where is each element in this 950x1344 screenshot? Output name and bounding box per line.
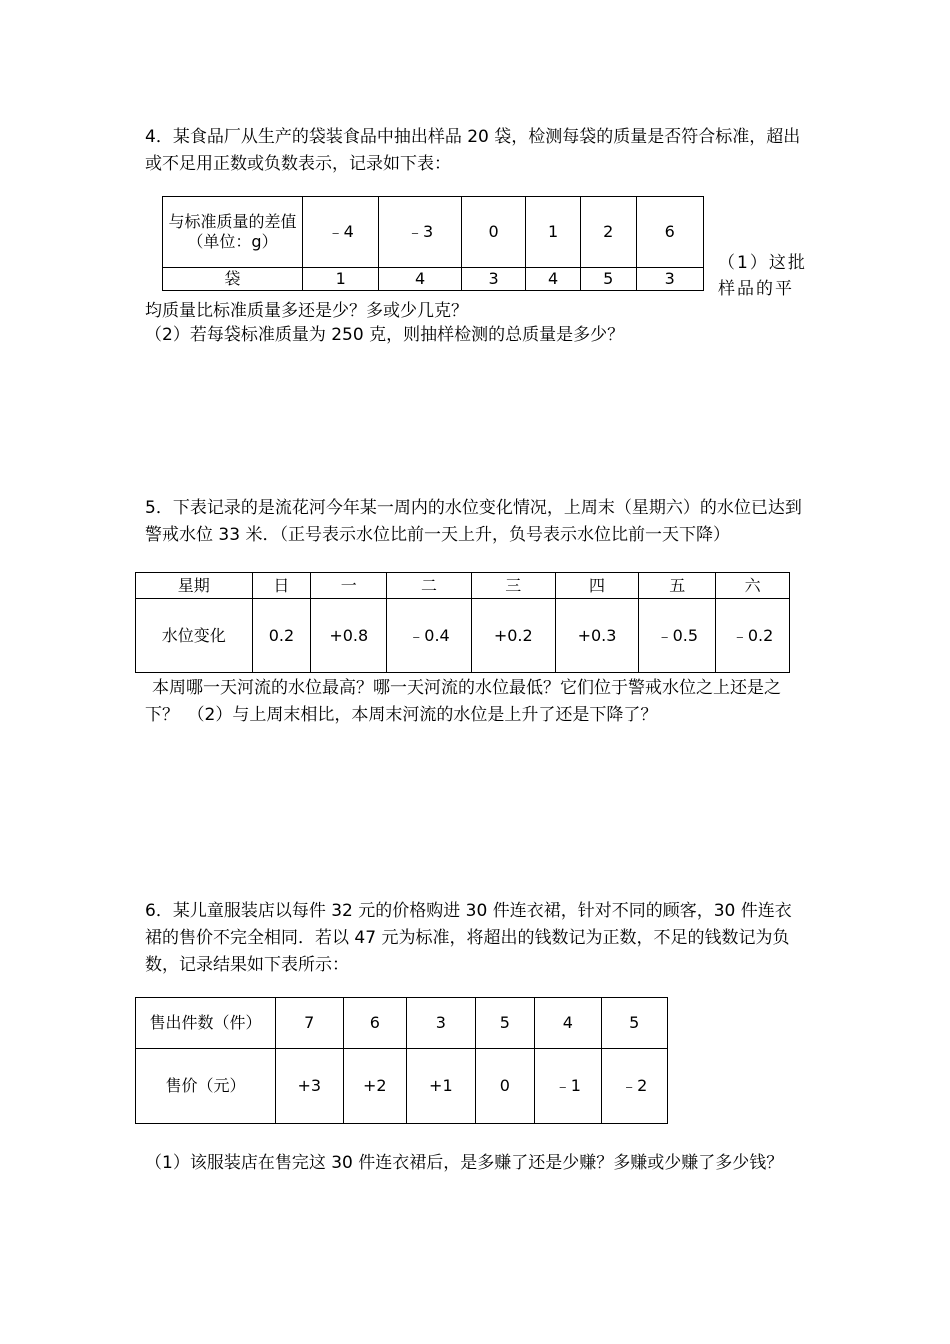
q5-change-cell: +0.3 bbox=[555, 599, 639, 673]
q4-diff-cell: 0 bbox=[461, 197, 526, 268]
q4-intro: 4．某食品厂从生产的袋装食品中抽出样品 20 袋，检测每袋的质量是否符合标准，超出或不足用正数或负数表示，记录如下表： bbox=[145, 127, 801, 174]
q4-count-cell: 5 bbox=[580, 268, 636, 291]
q5-row2-header: 水位变化 bbox=[136, 599, 253, 673]
q4-count-cell: 1 bbox=[303, 268, 379, 291]
q5-change-cell: ﹣0.2 bbox=[716, 599, 790, 673]
q6-price-cell: ﹣1 bbox=[535, 1049, 601, 1124]
q6-count-cell: 3 bbox=[407, 998, 476, 1049]
q6-count-cell: 7 bbox=[276, 998, 344, 1049]
q6-count-cell: 5 bbox=[475, 998, 534, 1049]
q6-price-cell: ﹣2 bbox=[601, 1049, 667, 1124]
q4-count-cell: 4 bbox=[526, 268, 581, 291]
q5-day-cell: 日 bbox=[252, 573, 311, 599]
q4-question-2: （2）若每袋标准质量为 250 克，则抽样检测的总质量是多少？ bbox=[145, 325, 625, 345]
q4-row1-header: 与标准质量的差值（单位：g） bbox=[163, 197, 303, 268]
q6-intro: 6．某儿童服装店以每件 32 元的价格购进 30 件连衣裙，针对不同的顾客，30 件连衣裙的售价不完全相同．若以 47 元为标准，将超出的钱数记为正数，不足的钱数记为负数，记录结果如下表所示： bbox=[145, 901, 792, 975]
q5-change-cell: ﹣0.5 bbox=[639, 599, 716, 673]
q5-day-cell: 二 bbox=[387, 573, 472, 599]
q4-diff-cell: 6 bbox=[636, 197, 704, 268]
q4-count-cell: 3 bbox=[461, 268, 526, 291]
q5-table bbox=[135, 572, 790, 673]
q4-table bbox=[162, 196, 704, 291]
q6-row1-header: 售出件数（件） bbox=[136, 998, 276, 1049]
q5-intro: 5．下表记录的是流花河今年某一周内的水位变化情况，上周末（星期六）的水位已达到警戒水位 33 米．（正号表示水位比前一天上升，负号表示水位比前一天下降） bbox=[145, 498, 802, 545]
q4-count-cell: 3 bbox=[636, 268, 704, 291]
q5-day-cell: 六 bbox=[716, 573, 790, 599]
q6-row2-header: 售价（元） bbox=[136, 1049, 276, 1124]
q5-change-cell: ﹣0.4 bbox=[387, 599, 472, 673]
q4-diff-cell: ﹣4 bbox=[303, 197, 379, 268]
q4-diff-cell: 1 bbox=[526, 197, 581, 268]
q4-row2-header: 袋 bbox=[163, 268, 303, 291]
q6-price-cell: 0 bbox=[475, 1049, 534, 1124]
q6-question-1: （1）该服装店在售完这 30 件连衣裙后，是多赚了还是少赚？多赚或少赚了多少钱？ bbox=[145, 1153, 784, 1173]
q5-day-cell: 三 bbox=[471, 573, 555, 599]
q5-day-cell: 五 bbox=[639, 573, 716, 599]
q4-diff-cell: ﹣3 bbox=[379, 197, 461, 268]
q4-count-cell: 4 bbox=[379, 268, 461, 291]
q5-row1-header: 星期 bbox=[136, 573, 253, 599]
q4-question-1: 均质量比标准质量多还是少？多或少几克？ bbox=[145, 301, 468, 321]
q4-diff-cell: 2 bbox=[580, 197, 636, 268]
q5-day-cell: 一 bbox=[311, 573, 387, 599]
q5-question: 本周哪一天河流的水位最高？哪一天河流的水位最低？它们位于警戒水位之上还是之下？ （2）与上周末相比，本周末河流的水位是上升了还是下降了？ bbox=[145, 678, 781, 725]
q4-side-text: （1）这批样品的平 bbox=[718, 253, 807, 299]
q6-price-cell: +3 bbox=[276, 1049, 344, 1124]
q6-table bbox=[135, 997, 668, 1124]
q6-price-cell: +2 bbox=[343, 1049, 407, 1124]
q5-day-cell: 四 bbox=[555, 573, 639, 599]
q5-change-cell: 0.2 bbox=[252, 599, 311, 673]
q5-change-cell: +0.8 bbox=[311, 599, 387, 673]
q5-change-cell: +0.2 bbox=[471, 599, 555, 673]
q6-price-cell: +1 bbox=[407, 1049, 476, 1124]
q6-count-cell: 6 bbox=[343, 998, 407, 1049]
q6-count-cell: 4 bbox=[535, 998, 601, 1049]
q6-count-cell: 5 bbox=[601, 998, 667, 1049]
